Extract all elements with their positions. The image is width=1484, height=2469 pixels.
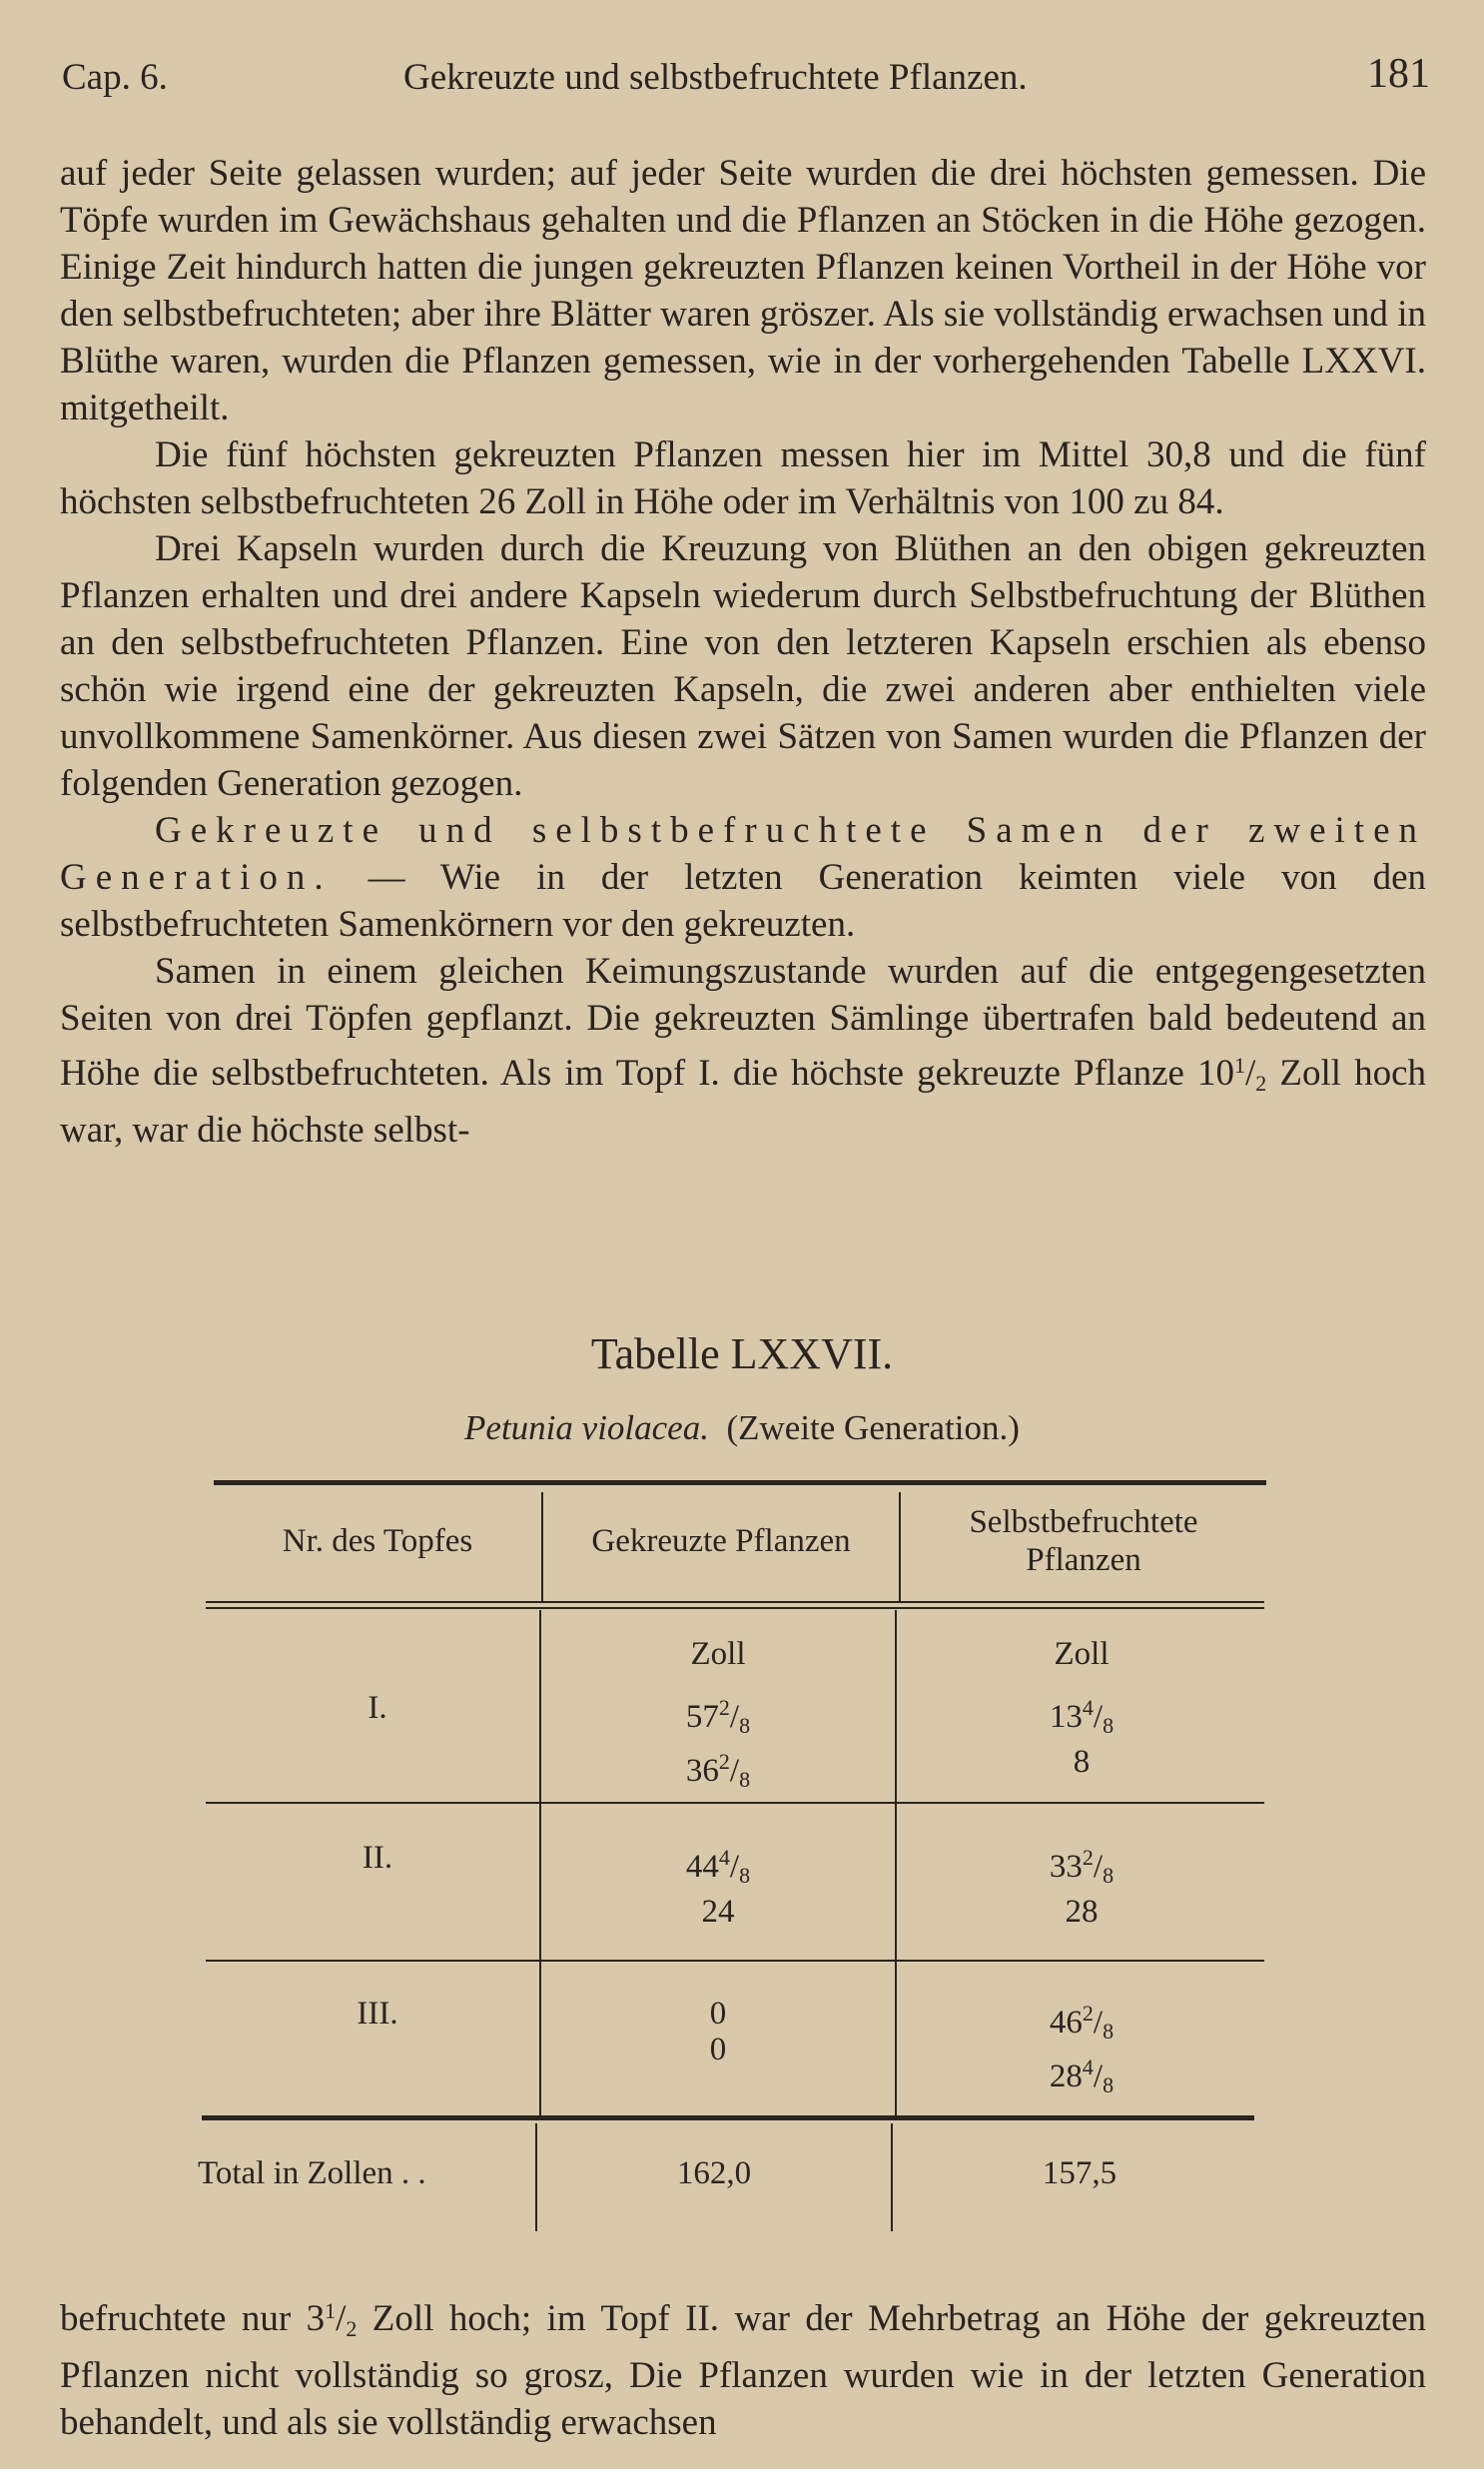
value-cell: $44^4/_8$ 24 bbox=[685, 1845, 751, 1930]
paragraph-text: Zoll hoch; im Topf II. war der Mehrbetrag an Höhe der gekreuzten Pflanzen nicht vollständig so grosz, Die Pflanzen wurden wie in der letzten Generation behandelt, und als sie vollständig erwachsen bbox=[60, 2298, 1426, 2443]
table-top-rule bbox=[214, 1480, 1266, 1485]
total-crossed: 162,0 bbox=[676, 2155, 752, 2191]
value-whole: 0 bbox=[709, 2032, 727, 2067]
running-header bbox=[62, 50, 1436, 110]
total-self: 157,5 bbox=[1042, 2155, 1117, 2191]
value-den: 8 bbox=[1103, 2072, 1114, 2097]
value-num: 4 bbox=[718, 1845, 730, 1870]
row-rule bbox=[206, 1960, 1264, 1962]
value-den: 8 bbox=[739, 1713, 751, 1738]
paragraph: befruchtete nur $3^1/_2$ Zoll hoch; im Topf II. war der Mehrbetrag an Höhe der gekreuzten Pflanzen nicht vollständig so grosz, Die Pflanzen wurden wie in der letzten Generation behandelt, und als sie vollständig erwachsen bbox=[60, 2298, 1426, 2443]
value-den: 8 bbox=[1103, 1713, 1114, 1738]
pot-label: III. bbox=[357, 1996, 398, 2032]
chapter-label: Cap. 6. bbox=[62, 57, 168, 98]
body-text-lower bbox=[60, 2287, 1426, 2446]
pot-label: I. bbox=[368, 1690, 387, 1726]
species-name: Petunia violacea. bbox=[464, 1408, 709, 1447]
fraction-denominator: 2 bbox=[346, 2316, 358, 2341]
value-den: 8 bbox=[1103, 2019, 1114, 2044]
fraction-denominator: 2 bbox=[1255, 1071, 1267, 1096]
value-whole: 0 bbox=[709, 1996, 727, 2032]
spaced-heading: Gekreuzte und selbstbefruchtete Samen der zweiten Generation. bbox=[60, 810, 1426, 898]
running-title: Gekreuzte und selbstbefruchtete Pflanzen. bbox=[403, 57, 1028, 98]
page-number: 181 bbox=[1367, 51, 1430, 97]
value-whole: 8 bbox=[1073, 1744, 1091, 1780]
unit-self: Zoll bbox=[1054, 1636, 1110, 1672]
value-cell: $57^2/_8$ $36^2/_8$ bbox=[685, 1695, 751, 1792]
value-cell: $33^2/_8$ 28 bbox=[1049, 1845, 1114, 1930]
header-self-line: Pflanzen bbox=[1026, 1542, 1141, 1578]
paragraph-text: Zoll hoch war, war die höchste selbst- bbox=[60, 1053, 1426, 1151]
value-den: 8 bbox=[739, 1767, 751, 1792]
value-whole: 28 bbox=[1049, 2058, 1083, 2094]
value-num: 4 bbox=[1082, 2055, 1094, 2079]
body-text-upper bbox=[60, 150, 1426, 1154]
fraction-numerator: 1 bbox=[1234, 1053, 1246, 1078]
value-whole: 44 bbox=[685, 1849, 719, 1885]
header-self-line: Selbstbefruchtete bbox=[969, 1504, 1198, 1540]
value-whole: 24 bbox=[701, 1894, 735, 1930]
value-den: 8 bbox=[1103, 1863, 1114, 1888]
value-den: 8 bbox=[739, 1863, 751, 1888]
paragraph: Die fünf höchsten gekreuzten Pflanzen messen hier im Mittel 30,8 und die fünf höchsten selbstbefruchteten 26 Zoll in Höhe oder im Verhältnis von 100 zu 84. bbox=[60, 434, 1426, 522]
value-whole: 13 bbox=[1049, 1699, 1083, 1735]
value-whole: 46 bbox=[1049, 2005, 1083, 2041]
value-num: 2 bbox=[718, 1749, 730, 1774]
value-num: 2 bbox=[1082, 2001, 1094, 2026]
paragraph: auf jeder Seite gelassen wurden; auf jeder Seite wurden die drei höchsten gemessen. Die Töpfe wurden im Gewächshaus gehalten und die Pflanzen an Stöcken in die Höhe gezogen. Einige Zeit hindurch hatten die jungen gekreuzten Pflanzen keinen Vortheil in der Höhe vor den selbstbefruchteten; aber ihre Blätter waren gröszer. Als sie vollständig erwachsen und in Blüthe waren, wurden die Pflanzen gemessen, wie in der vorhergehenden Tabelle LXXVI. mitgetheilt. bbox=[60, 153, 1426, 428]
paragraph-text: Samen in einem gleichen Keimungszustande wurden auf die entgegengesetzten Seiten von drei Töpfen gepflanzt. Die gekreuzten Sämlinge übertrafen bald bedeutend an Höhe die selbstbefruchteten. Als im Topf I. die höchste gekreuzte Pflanze 10 bbox=[60, 951, 1426, 1094]
value-num: 2 bbox=[718, 1695, 730, 1720]
value-cell bbox=[541, 1996, 895, 2067]
header-rule bbox=[206, 1607, 1264, 1609]
table-subtitle bbox=[0, 1408, 1484, 1448]
unit-crossed: Zoll bbox=[690, 1636, 746, 1672]
total-rule bbox=[202, 2115, 1254, 2120]
paragraph-text: befruchtete nur 3 bbox=[60, 2298, 326, 2339]
paragraph: Drei Kapseln wurden durch die Kreuzung von Blüthen an den obigen gekreuzten Pflanzen erhalten und drei andere Kapseln wiederum durch Selbstbefruchtung der Blüthen an den selbstbefruchteten Pflanzen. Eine von den letzteren Kapseln erschien als ebenso schön wie irgend eine der gekreuzten Kapseln, die zwei anderen aber enthielten viele unvollkommene Samenkörner. Aus diesen zwei Sätzen von Samen wurden die Pflanzen der folgenden Generation gezogen. bbox=[60, 528, 1426, 804]
header-rule bbox=[206, 1601, 1264, 1603]
header-pot: Nr. des Topfes bbox=[282, 1523, 473, 1559]
value-num: 2 bbox=[1082, 1845, 1094, 1870]
pot-label: II. bbox=[362, 1840, 393, 1876]
paragraph: Samen in einem gleichen Keimungszustande wurden auf die entgegengesetzten Seiten von drei Töpfen gepflanzt. Die gekreuzten Sämlinge übertrafen bald bedeutend an Höhe die selbstbefruchteten. Als im Topf I. die höchste gekreuzte Pflanze $10^1/_2$ Zoll hoch war, war die höchste selbst- bbox=[60, 951, 1426, 1151]
row-rule bbox=[206, 1802, 1264, 1804]
header-crossed: Gekreuzte Pflanzen bbox=[591, 1523, 851, 1559]
value-whole: 33 bbox=[1049, 1849, 1083, 1885]
value-num: 4 bbox=[1082, 1695, 1094, 1720]
value-whole: 57 bbox=[685, 1699, 719, 1735]
generation-note: (Zweite Generation.) bbox=[726, 1408, 1020, 1447]
fraction-numerator: 1 bbox=[325, 2298, 337, 2323]
total-label: Total in Zollen . . bbox=[198, 2155, 426, 2191]
value-whole: 28 bbox=[1065, 1894, 1099, 1930]
value-cell: $13^4/_8$ 8 bbox=[1049, 1695, 1114, 1780]
value-cell: $46^2/_8$ $28^4/_8$ bbox=[1049, 2001, 1114, 2097]
paragraph bbox=[60, 807, 1426, 948]
header-self bbox=[901, 1503, 1266, 1579]
table-title: Tabelle LXXVII. bbox=[590, 1329, 894, 1378]
value-whole: 36 bbox=[685, 1753, 719, 1789]
paragraph-text: — Wie in der letzten Generation keimten viele von den selbstbefruchteten Samenkörnern vor den gekreuzten. bbox=[60, 857, 1426, 945]
